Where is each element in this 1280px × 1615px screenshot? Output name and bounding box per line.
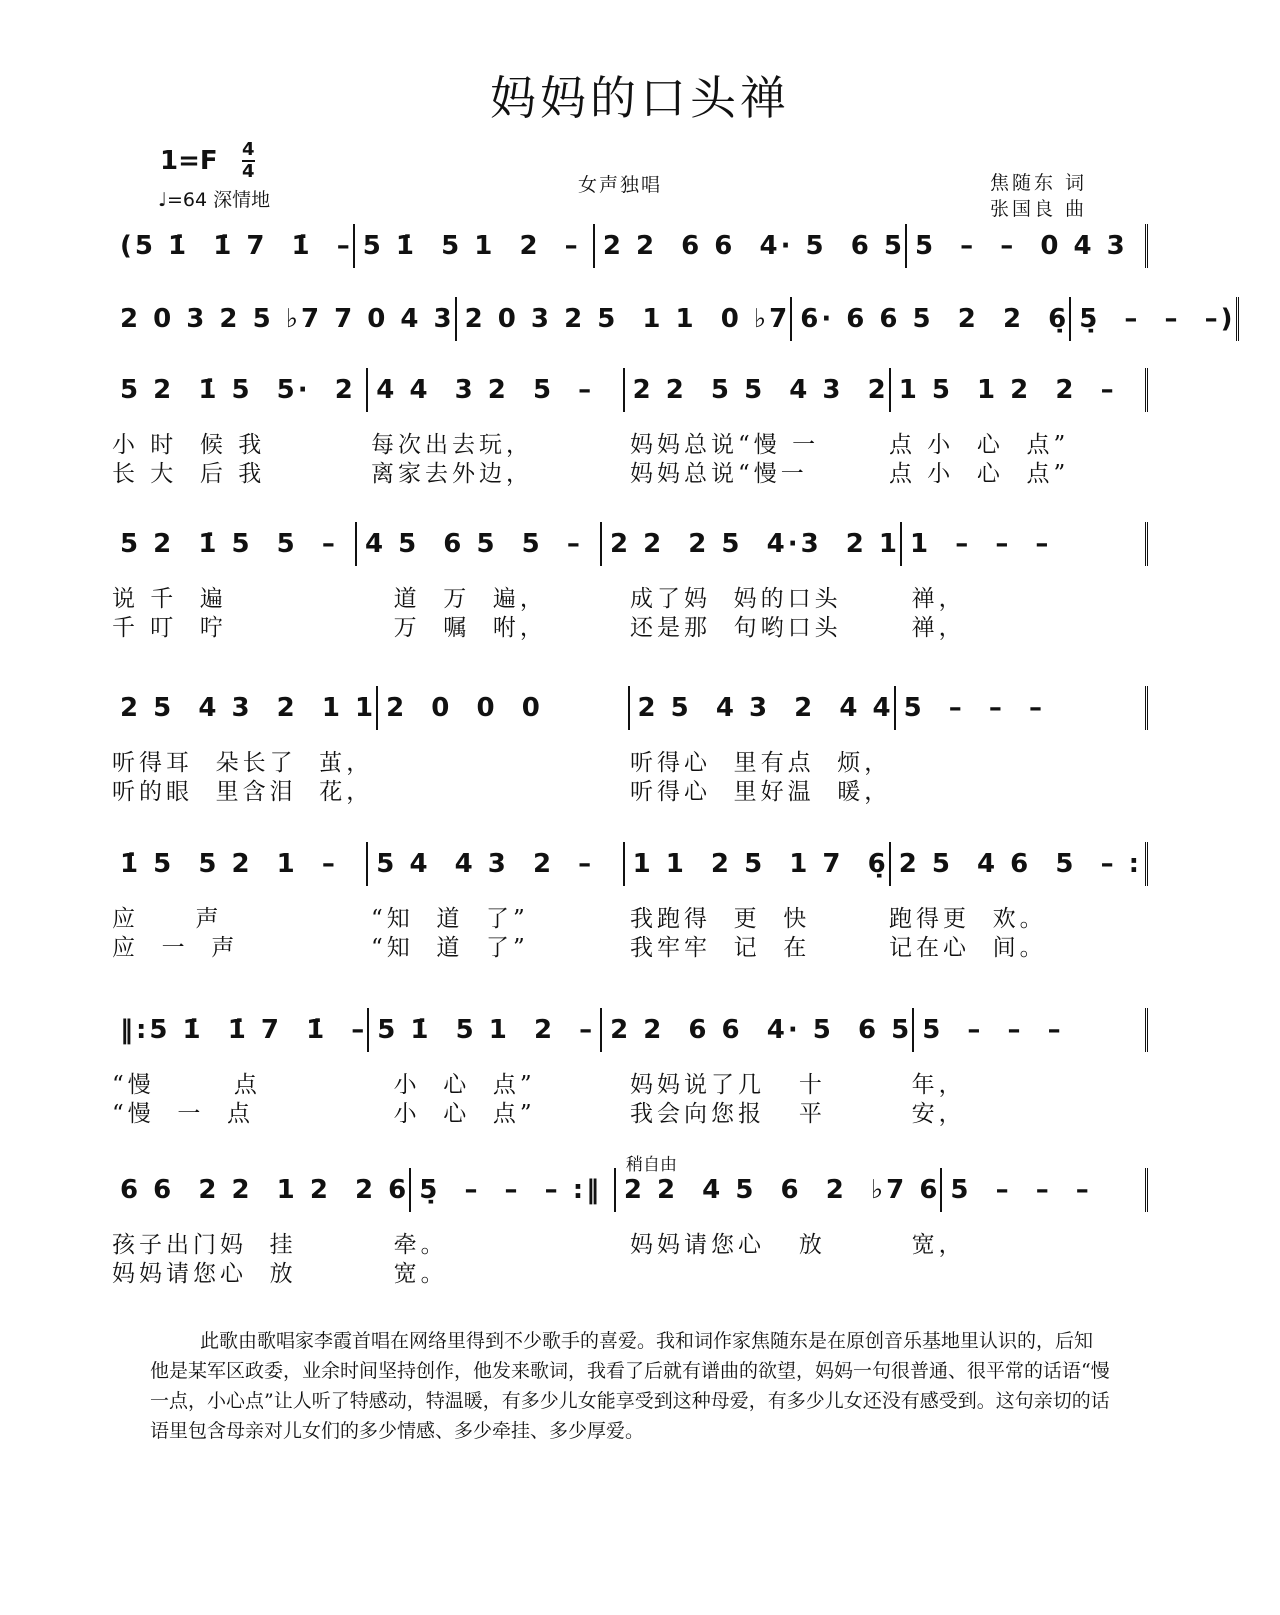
lyric-segment: “知 道 了”: [371, 906, 529, 932]
measure: 2 5 4 3 2 4 4: [630, 686, 896, 730]
lyric-segment: 应 一 声: [112, 935, 239, 961]
score-row: [112, 1008, 1148, 1052]
score-row: [112, 224, 1148, 268]
lyricist: 焦随东 词: [990, 172, 1088, 194]
score-row: [112, 368, 1148, 412]
lyric-segment: “慢 一 点: [112, 1101, 255, 1127]
lyric-segment: 牵。: [371, 1232, 448, 1258]
lyric-segment: 小 时 候 我: [112, 432, 266, 458]
lyric-segment: 成了妈 妈的口头: [630, 586, 842, 612]
measure: 5 – – –: [896, 686, 1148, 730]
song-title: 妈妈的口头禅: [490, 71, 790, 125]
lyric-segment: 离家去外边，: [371, 461, 533, 487]
score-row: [112, 1168, 1148, 1212]
lyric-segment: 妈妈总说“慢一: [630, 461, 808, 487]
key-signature: 1=F: [160, 146, 218, 176]
measure: 5̣ – – –): [1071, 297, 1238, 341]
measure: 1 5 1 2 2 –: [891, 368, 1148, 412]
measure: 1̇ 5 5 2 1 –: [112, 842, 368, 886]
measure: 2 0 3 2 5 ♭7 7 0 4 3: [112, 297, 457, 341]
composer-note: 此歌由歌唱家李霞首唱在网络里得到不少歌手的喜爱。我和词作家焦随东是在原创音乐基地里认识的，后知他是某军区政委，业余时间坚持创作，他发来歌词，我看了后就有谱曲的欲望，妈妈一句很普通、很平常的话语“慢一点，小心点”让人听了特感动，特温暖，有多少儿女能享受到这种母爱，有多少儿女还没有感受到。这句亲切的话语里包含母亲对儿女们的多少情感、多少牵挂、多少厚爱。: [150, 1330, 1110, 1442]
score-row: [112, 297, 1236, 341]
time-top: 4: [242, 139, 255, 160]
lyric-segment: 妈妈总说“慢 一: [630, 432, 820, 458]
lyric-segment: 安，: [889, 1101, 966, 1127]
lyric-segment: “知 道 了”: [371, 935, 529, 961]
measure: 5 1̇ 5 1 2 –: [369, 1008, 602, 1052]
measure: 5 4 4 3 2 –: [368, 842, 624, 886]
lyric-segment: 宽。: [371, 1261, 448, 1287]
lyric-segment: [891, 773, 1148, 806]
lyric-segment: 每次出去玩，: [371, 432, 533, 458]
measure: 2 5 4 3 2 1 1: [112, 686, 378, 730]
measure: (5 1̇ 1̇ 7 1̇ –: [112, 224, 355, 268]
lyric-segment: 听得心 里好温 暖，: [630, 779, 892, 805]
lyric-segment: 妈妈请您心 放: [630, 1232, 826, 1258]
measure: 2 2 4 5 6 2 ♭7 6: [616, 1168, 943, 1212]
lyric-segment: 年，: [889, 1072, 966, 1098]
lyric-segment: 说 千 遍: [112, 586, 227, 612]
lyric-segment: 万 嘱 咐，: [371, 615, 547, 641]
lyric-segment: 我会向您报 平: [630, 1101, 826, 1127]
measure: 5 1̇ 5 1 2 –: [355, 224, 595, 268]
measure: 2 0 0 0: [378, 686, 629, 730]
lyric-segment: 记在心 间。: [889, 935, 1047, 961]
lyric-segment: 长 大 后 我: [112, 461, 266, 487]
measure: 2 2 5 5 4 3 2: [625, 368, 891, 412]
measure: 5 – – –: [942, 1168, 1148, 1212]
measure: 5 – – 0 4 3: [907, 224, 1148, 268]
measure: 5 – – –: [914, 1008, 1148, 1052]
lyrics-line: [112, 773, 1148, 806]
lyrics-line: [112, 609, 1148, 642]
lyrics-line: [112, 455, 1148, 488]
lyrics-line: [112, 929, 1148, 962]
lyric-segment: 点 小 心 点”: [889, 432, 1070, 458]
lyric-segment: 妈妈请您心 放: [112, 1261, 297, 1287]
score-row: [112, 842, 1148, 886]
lyric-segment: “慢 点: [112, 1072, 261, 1098]
measure: 2 5 4 6 5 – :: [891, 842, 1148, 886]
lyric-segment: [630, 1255, 889, 1288]
lyric-segment: 妈妈说了几 十: [630, 1072, 826, 1098]
lyric-segment: 我跑得 更 快: [630, 906, 811, 932]
score-row: [112, 686, 1148, 730]
lyrics-line: [112, 1255, 1148, 1288]
measure: 4 4 3 2 5 –: [368, 368, 624, 412]
free-tempo-mark: 稍自由: [626, 1155, 677, 1175]
measure: 6 6 2 2 1 2 2 6: [112, 1168, 411, 1212]
lyric-segment: 禅，: [889, 586, 966, 612]
measure: 1 – – –: [902, 522, 1148, 566]
lyric-segment: 千 叮 咛: [112, 615, 227, 641]
lyric-segment: [889, 1255, 1148, 1288]
time-signature: [242, 140, 255, 182]
measure: 2 2 2 5 4·3 2 1: [602, 522, 902, 566]
measure: 2 0 3 2 5 1 1 0 ♭7: [457, 297, 793, 341]
lyric-segment: 还是那 句哟口头: [630, 615, 842, 641]
measure: ‖:5 1̇ 1̇ 7 1̇ –: [112, 1008, 369, 1052]
lyric-segment: 点 小 心 点”: [889, 461, 1070, 487]
measure: 5 2 1̇ 5 5· 2: [112, 368, 368, 412]
time-bottom: 4: [242, 161, 255, 182]
measure: 2 2 6 6 4· 5 6 5: [595, 224, 907, 268]
lyric-segment: 听得心 里有点 烦，: [630, 750, 892, 776]
lyric-segment: [373, 773, 630, 806]
lyric-segment: 小 心 点”: [371, 1072, 536, 1098]
lyric-segment: 宽，: [889, 1232, 966, 1258]
measure: 5̣ – – – :‖: [411, 1168, 616, 1212]
measure: 5 2 1̇ 5 5 –: [112, 522, 357, 566]
lyric-segment: 孩子出门妈 挂: [112, 1232, 297, 1258]
credits: [990, 170, 1087, 222]
lyric-segment: 听得耳 朵长了 茧，: [112, 750, 374, 776]
lyric-segment: 听的眼 里含泪 花，: [112, 779, 374, 805]
lyric-segment: 小 心 点”: [371, 1101, 536, 1127]
lyric-segment: 应 声: [112, 906, 223, 932]
composer: 张国良 曲: [990, 198, 1088, 220]
measure: 6· 6 6 5 2 2 6̣: [792, 297, 1071, 341]
measure: 4 5 6 5 5 –: [357, 522, 602, 566]
score-row: [112, 522, 1148, 566]
lyric-segment: 我牢牢 记 在: [630, 935, 811, 961]
tempo-marking: ♩=64 深情地: [158, 189, 271, 211]
lyric-segment: 道 万 遍，: [371, 586, 547, 612]
lyrics-line: [112, 1095, 1148, 1128]
lyric-segment: 禅，: [889, 615, 966, 641]
measure: 2 2 6 6 4· 5 6 5: [602, 1008, 914, 1052]
measure: 1 1 2 5 1 7 6̣: [625, 842, 891, 886]
performance-type: 女声独唱: [578, 174, 663, 196]
lyric-segment: 跑得更 欢。: [889, 906, 1047, 932]
